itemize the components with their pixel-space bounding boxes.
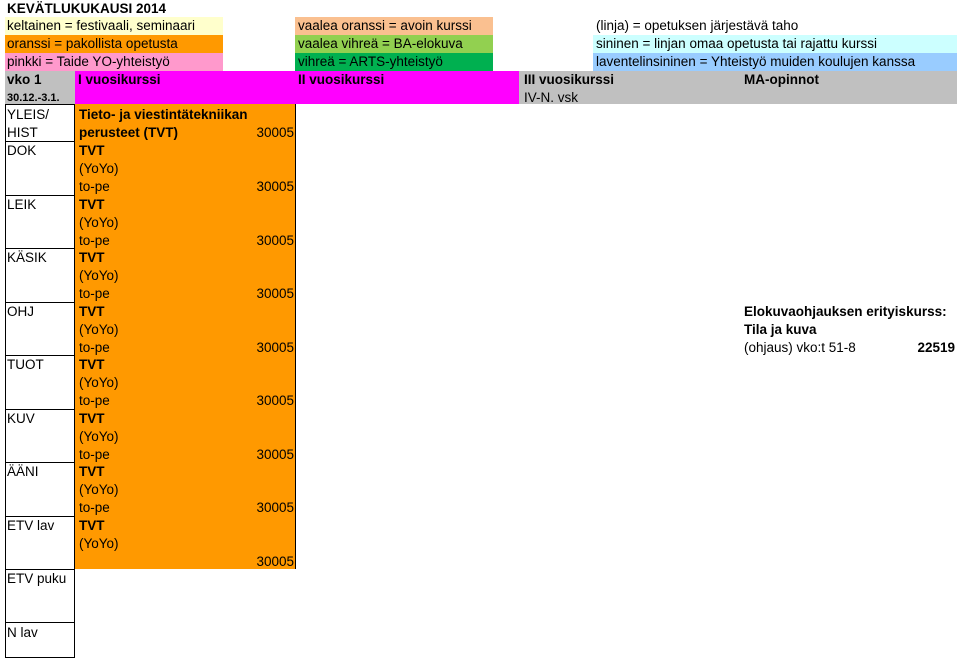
ma-course-title: Elokuvaohjauksen erityiskurss: — [744, 304, 947, 319]
course-code: 22519 — [917, 340, 955, 355]
grid-line — [5, 516, 75, 517]
row-label: N lav — [7, 625, 38, 640]
year2-heading: II vuosikurssi — [298, 72, 385, 87]
tvt-entry-title: TVT — [79, 357, 105, 372]
tvt-entry-days: to-pe — [79, 500, 110, 515]
course-code: 30005 — [256, 233, 294, 248]
tvt-entry-days: to-pe — [79, 179, 110, 194]
legend-item: keltainen = festivaali, seminaari — [7, 18, 195, 33]
legend-item: (linja) = opetuksen järjestävä taho — [596, 18, 799, 33]
grid-line — [5, 302, 75, 303]
row-label: KUV — [7, 411, 35, 426]
course-code: 30005 — [256, 125, 294, 140]
row-label: ETV puku — [7, 571, 67, 586]
legend-item: sininen = linjan omaa opetusta tai rajattu kurssi — [596, 36, 878, 51]
year1-heading: I vuosikurssi — [78, 72, 161, 87]
legend-item: vihreä = ARTS-yhteistyö — [298, 54, 443, 69]
tvt-entry-days: to-pe — [79, 286, 110, 301]
tvt-entry-days: to-pe — [79, 393, 110, 408]
legend-item: pinkki = Taide YO-yhteistyö — [7, 54, 170, 69]
legend-item: oranssi = pakollista opetusta — [7, 36, 178, 51]
course-code: 30005 — [256, 554, 294, 569]
grid-line — [5, 409, 75, 410]
course-code: 30005 — [256, 393, 294, 408]
row-label: TUOT — [7, 357, 44, 372]
tvt-entry-days: to-pe — [79, 340, 110, 355]
grid-line — [5, 622, 75, 623]
tvt-entry-org: (YoYo) — [79, 482, 119, 497]
year3-subheading: IV-N. vsk — [524, 90, 579, 105]
tvt-entry-title: TVT — [79, 250, 105, 265]
tvt-entry-days: to-pe — [79, 447, 110, 462]
row-label: ETV lav — [7, 518, 55, 533]
grid-line — [5, 141, 75, 142]
week-dates: 30.12.-3.1. — [7, 92, 60, 104]
grid-line — [5, 104, 75, 105]
tvt-entry-org: (YoYo) — [79, 215, 119, 230]
course-code: 30005 — [256, 500, 294, 515]
week-label: vko 1 — [7, 72, 42, 87]
course-code: 30005 — [256, 286, 294, 301]
row-label: HIST — [7, 125, 38, 140]
grid-line — [5, 104, 6, 658]
grid-line — [5, 569, 75, 570]
ma-heading: MA-opinnot — [744, 72, 819, 87]
legend-item: vaalea oranssi = avoin kurssi — [298, 18, 472, 33]
course-code: 30005 — [256, 340, 294, 355]
tvt-entry-org: (YoYo) — [79, 161, 119, 176]
ma-course-subtitle: Tila ja kuva — [744, 322, 817, 337]
grid-line — [74, 104, 75, 658]
legend-item: laventelinsininen = Yhteistyö muiden koulujen kanssa — [596, 54, 916, 69]
tvt-entry-org: (YoYo) — [79, 429, 119, 444]
tvt-entry-title: TVT — [79, 304, 105, 319]
tvt-title-line1: Tieto- ja viestintätekniikan — [79, 107, 248, 122]
row-label: KÄSIK — [7, 250, 47, 265]
course-code: 30005 — [256, 179, 294, 194]
grid-line — [295, 104, 296, 569]
grid-line — [5, 195, 75, 196]
tvt-entry-org: (YoYo) — [79, 536, 119, 551]
row-label: ÄÄNI — [7, 464, 39, 479]
tvt-entry-org: (YoYo) — [79, 268, 119, 283]
tvt-entry-title: TVT — [79, 197, 105, 212]
grid-line — [5, 462, 75, 463]
tvt-entry-org: (YoYo) — [79, 322, 119, 337]
page-title: KEVÄTLUKUKAUSI 2014 — [7, 1, 167, 16]
tvt-entry-title: TVT — [79, 143, 105, 158]
tvt-entry-title: TVT — [79, 411, 105, 426]
legend-item: vaalea vihreä = BA-elokuva — [298, 36, 463, 51]
row-label: YLEIS/ — [7, 107, 50, 122]
tvt-entry-org: (YoYo) — [79, 375, 119, 390]
row-label: LEIK — [7, 197, 37, 212]
grid-line — [5, 248, 75, 249]
tvt-title-line2: perusteet (TVT) — [79, 125, 179, 140]
row-label: DOK — [7, 143, 37, 158]
tvt-entry-title: TVT — [79, 518, 105, 533]
tvt-entry-title: TVT — [79, 464, 105, 479]
year3-heading: III vuosikurssi — [524, 72, 615, 87]
row-label: OHJ — [7, 304, 34, 319]
grid-line — [5, 355, 75, 356]
tvt-entry-days: to-pe — [79, 233, 110, 248]
course-code: 30005 — [256, 447, 294, 462]
grid-line — [5, 657, 75, 658]
ma-course-details: (ohjaus) vko:t 51-8 — [744, 340, 856, 355]
